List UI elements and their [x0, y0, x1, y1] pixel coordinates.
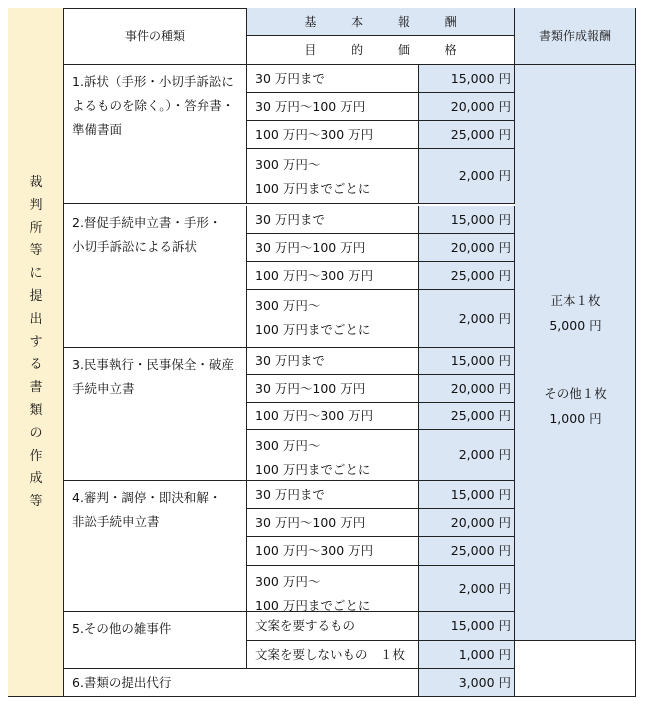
header-doc-fee-text: 書類作成報酬 — [538, 29, 611, 43]
tier-amount-cell — [419, 206, 515, 234]
misc-doc-fee-empty — [515, 641, 636, 697]
tier-condition-cell — [247, 509, 419, 537]
tier-condition-text: 100 万円～300 万円 — [255, 267, 374, 283]
category-label: 1.訴状（手形・小切手訴訟に よるものを除く。）・答弁書・ 準備書面 — [72, 74, 235, 137]
tier-condition-text: 30 万円まで — [255, 353, 325, 368]
tier-condition-text: 30 万円まで — [255, 70, 325, 86]
tier-condition-text: 30 万円～100 万円 — [255, 514, 366, 530]
tier-amount-text: 25,000 円 — [450, 267, 511, 283]
tier-amount-text: 20,000 円 — [450, 98, 511, 114]
basic-fee-char: 報 — [397, 14, 410, 29]
side-vertical-label — [8, 172, 64, 514]
side-label-char: に — [29, 266, 43, 282]
side-label-char: 書 — [29, 380, 43, 396]
side-label-char: 等 — [29, 494, 43, 510]
tier-condition-text: 30 万円まで — [255, 486, 325, 502]
tier-condition-cell — [247, 348, 419, 375]
tier-condition-text: 300 万円～ 100 万円までごとに — [255, 438, 371, 477]
doc-fee-original-amount: 5,000 円 — [549, 318, 602, 333]
tier-amount-cell — [419, 234, 515, 262]
target-value-char: 格 — [444, 43, 457, 57]
tier-amount-cell — [419, 430, 515, 481]
tier-condition-text: 300 万円～ 100 万円までごとに — [255, 157, 371, 196]
tier-amount-text: 15,000 円 — [450, 211, 511, 227]
tier-condition-text: 300 万円～ 100 万円までごとに — [255, 574, 371, 613]
tier-condition-text: 30 万円まで — [255, 211, 325, 227]
tier-condition-cell — [247, 93, 419, 121]
misc-row2-amount — [419, 641, 515, 669]
header-doc-fee — [515, 8, 636, 65]
tier-amount-text: 2,000 円 — [458, 168, 511, 183]
category-cell — [64, 65, 247, 204]
side-label-char: の — [29, 425, 43, 441]
tier-amount-cell — [419, 537, 515, 566]
category-label: 3.民事執行・民事保全・破産 手続申立書 — [72, 357, 234, 396]
side-label-char: 成 — [29, 471, 43, 487]
tier-amount-text: 15,000 円 — [450, 353, 511, 368]
tier-amount-text: 2,000 円 — [458, 447, 511, 462]
header-target-value — [247, 36, 515, 65]
tier-amount-cell — [419, 403, 515, 430]
header-case-type-text: 事件の種類 — [124, 29, 185, 43]
misc-category-label: 5.その他の雑事件 — [72, 621, 172, 636]
tier-amount-text: 25,000 円 — [450, 408, 511, 423]
tier-amount-text: 20,000 円 — [450, 514, 511, 530]
tier-condition-text: 100 万円～300 万円 — [255, 543, 374, 558]
tier-amount-text: 25,000 円 — [450, 543, 511, 558]
submission-label-text: 6.書類の提出代行 — [72, 674, 172, 690]
doc-fee-other-label: その他１枚 — [544, 386, 607, 401]
side-label-char: 裁 — [29, 175, 43, 190]
misc-row1-amount-text: 15,000 円 — [450, 618, 511, 633]
side-label-char: る — [29, 357, 43, 373]
doc-fee-cell — [515, 65, 636, 641]
tier-amount-text: 20,000 円 — [450, 239, 511, 255]
tier-condition-text: 100 万円～300 万円 — [255, 408, 374, 423]
doc-fee-other-amount: 1,000 円 — [549, 411, 602, 426]
basic-fee-char: 酬 — [444, 14, 457, 29]
submission-amount — [419, 669, 515, 697]
tier-condition-text: 100 万円～300 万円 — [255, 126, 374, 142]
tier-condition-cell — [247, 403, 419, 430]
misc-category-cell — [64, 612, 247, 669]
tier-condition-cell — [247, 206, 419, 234]
side-label-char: 等 — [29, 243, 43, 259]
tier-amount-text: 2,000 円 — [458, 580, 511, 596]
tier-amount-cell — [419, 481, 515, 509]
misc-row2-amount-text: 1,000 円 — [458, 646, 511, 662]
tier-condition-cell — [247, 149, 419, 204]
side-label-cell — [8, 8, 64, 697]
tier-condition-cell — [247, 481, 419, 509]
tier-condition-cell — [247, 375, 419, 403]
tier-amount-text: 15,000 円 — [450, 70, 511, 86]
header-case-type — [64, 8, 247, 65]
target-value-char: 目 — [304, 43, 317, 57]
tier-condition-text: 300 万円～ 100 万円までごとに — [255, 298, 371, 337]
basic-fee-char: 基 — [304, 14, 317, 29]
tier-condition-text: 30 万円～100 万円 — [255, 98, 366, 114]
doc-fee-original-label: 正本１枚 — [550, 293, 601, 308]
tier-condition-cell — [247, 234, 419, 262]
misc-row1-cond — [247, 612, 419, 641]
category-cell — [64, 481, 247, 612]
target-value-char: 的 — [351, 43, 364, 57]
fee-table — [8, 8, 636, 697]
category-label: 4.審判・調停・即決和解・ 非訟手続申立書 — [72, 490, 222, 529]
tier-amount-cell — [419, 509, 515, 537]
target-value-char: 価 — [397, 43, 410, 57]
misc-row1-cond-text: 文案を要するもの — [255, 618, 356, 633]
side-label-char: 提 — [29, 288, 43, 304]
tier-condition-cell — [247, 430, 419, 481]
category-label: 2.督促手続申立書・手形・ 小切手訴訟による訴状 — [72, 215, 222, 254]
header-basic-fee — [247, 8, 515, 36]
side-label-char: 類 — [29, 402, 43, 418]
basic-fee-char: 本 — [351, 14, 364, 29]
misc-row2-cond — [247, 641, 419, 669]
tier-condition-cell — [247, 537, 419, 566]
side-label-char: 判 — [29, 197, 43, 213]
submission-label-cell — [64, 669, 419, 697]
tier-condition-cell — [247, 121, 419, 149]
tier-condition-cell — [247, 290, 419, 348]
tier-amount-cell — [419, 65, 515, 93]
side-label-char: す — [29, 334, 43, 350]
tier-condition-cell — [247, 262, 419, 290]
misc-row1-amount — [419, 612, 515, 641]
category-cell — [64, 348, 247, 481]
side-label-char: 作 — [29, 448, 43, 464]
tier-amount-cell — [419, 262, 515, 290]
tier-condition-text: 30 万円～100 万円 — [255, 380, 366, 396]
side-label-char: 所 — [29, 220, 43, 236]
tier-amount-cell — [419, 149, 515, 204]
category-cell — [64, 206, 247, 348]
tier-condition-text: 30 万円～100 万円 — [255, 239, 366, 255]
tier-amount-cell — [419, 121, 515, 149]
tier-amount-text: 20,000 円 — [450, 380, 511, 396]
misc-row2-cond-text: 文案を要しないもの １枚 — [255, 646, 406, 662]
tier-condition-cell — [247, 566, 419, 612]
tier-amount-cell — [419, 566, 515, 612]
tier-amount-text: 15,000 円 — [450, 486, 511, 502]
side-label-char: 出 — [29, 311, 43, 327]
tier-condition-cell — [247, 65, 419, 93]
tier-amount-text: 2,000 円 — [458, 310, 511, 326]
tier-amount-cell — [419, 348, 515, 375]
tier-amount-text: 25,000 円 — [450, 126, 511, 142]
tier-amount-cell — [419, 375, 515, 403]
submission-amount-text: 3,000 円 — [458, 674, 511, 690]
tier-amount-cell — [419, 93, 515, 121]
tier-amount-cell — [419, 290, 515, 348]
